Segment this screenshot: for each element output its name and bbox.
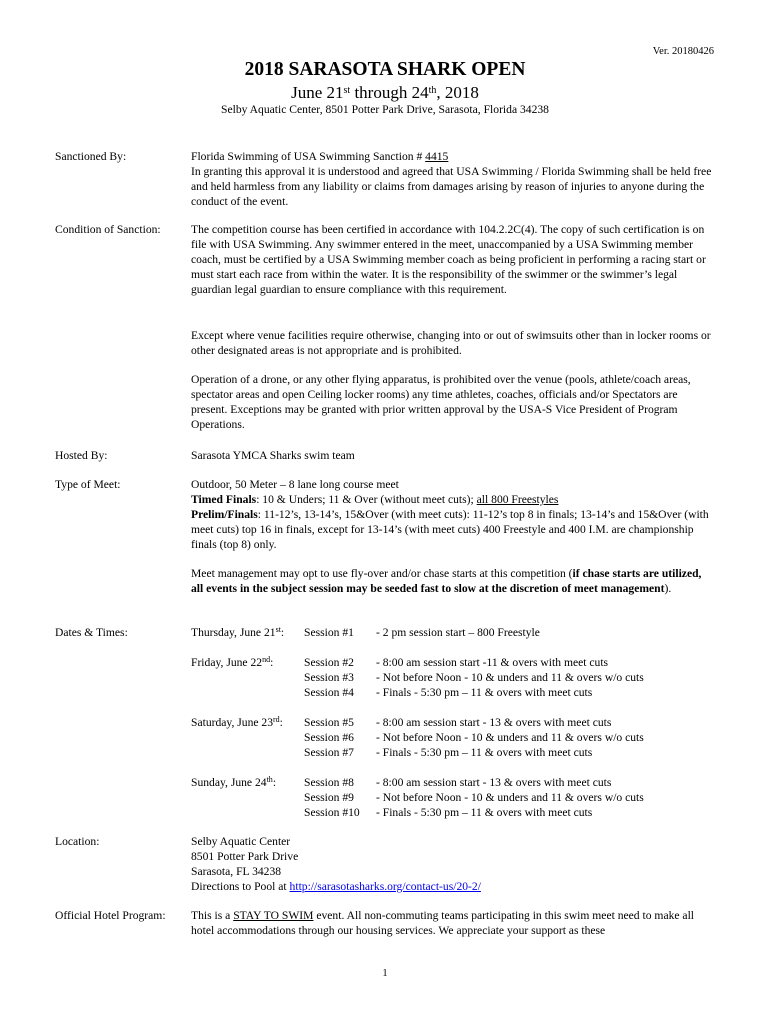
hosted-label: Hosted By: [55,449,108,462]
session-details: - 8:00 am session start -11 & overs with meet cuts - Not before Noon - 10 & unders and 11 & overs w/o cuts - Finals - 5:30 pm – 11 & overs with meet cuts [376,656,644,699]
hotel-label: Official Hotel Program: [55,909,166,922]
session-list: Session #8 Session #9 Session #10 [304,776,360,819]
location-text: Selby Aquatic Center 8501 Potter Park Drive Sarasota, FL 34238 Directions to Pool at http://sarasotasharks.org/contact-us/20-2/ [191,835,481,893]
day-saturday: Saturday, June 23rd: [191,715,283,729]
stay-to-swim-link: STAY TO SWIM [233,909,314,922]
sanction-number: 4415 [425,150,449,163]
day-thursday: Thursday, June 21st: [191,625,285,639]
day-sunday: Sunday, June 24th: [191,775,277,789]
all-800-freestyles-link: all 800 Freestyles [476,492,559,506]
condition-paragraph-2: Except where venue facilities require otherwise, changing into or out of swimsuits other than in locker rooms or other designated areas is not appropriate and is prohibited. [191,329,711,357]
directions-link[interactable]: http://sarasotasharks.org/contact-us/20-2/ [289,879,481,893]
session-details: - 2 pm session start – 800 Freestyle [376,626,540,639]
hosted-text: Sarasota YMCA Sharks swim team [191,449,355,462]
meet-dates: June 21st through 24th, 2018 [291,83,479,102]
session-list: Session #1 [304,626,354,639]
condition-paragraph-1: The competition course has been certified in accordance with 104.2.2C(4). The copy of such certification is on file with USA Swimming. Any swimmer entered in the meet, unaccompanied by a USA Swimming member coach, must be certified by a USA Swimming member coach as being proficient in performing a racing start or must start each race from within the water. It is the responsibility of the swimmer or the swimmer’s legal guardian legal guardian to ensure compliance with this requirement. [191,223,706,296]
hotel-text: This is a STAY TO SWIM event. All non-commuting teams participating in this swim meet need to make all hotel accommodations through our housing services. We appreciate your support as these [191,909,695,937]
condition-paragraph-3: Operation of a drone, or any other flying apparatus, is prohibited over the venue (pools, athlete/coach areas, spectator areas and open Ceiling locker rooms) any time athletes, coaches, officials and/or Spectators are present. Exceptions may be granted with prior written approval by the USA-S Vice President of Program Operations. [191,373,691,431]
venue-address: Selby Aquatic Center, 8501 Potter Park Drive, Sarasota, Florida 34238 [221,103,549,116]
dates-times-label: Dates & Times: [55,626,128,639]
session-details: - 8:00 am session start - 13 & overs with meet cuts - Not before Noon - 10 & unders and 11 & overs w/o cuts - Finals - 5:30 pm – 11 & overs with meet cuts [376,776,644,819]
type-of-meet-text: Outdoor, 50 Meter – 8 lane long course meet Timed Finals: 10 & Unders; 11 & Over (without meet cuts); all 800 Freestyles Prelim/Finals: 11-12’s, 13-14’s, 15&Over (with meet cuts): 11-12’s top 8 in finals; 13-14’s and 15&Over (with meet cuts) top 16 in finals, except for 13-14’s (with meet cuts) 400 Freestyle and 400 I.M. are championship finals (top 8) only. [191,478,709,551]
day-friday: Friday, June 22nd: [191,655,274,669]
page-number: 1 [382,968,388,979]
session-list: Session #2 Session #3 Session #4 [304,656,354,699]
session-list: Session #5 Session #6 Session #7 [304,716,354,759]
page-title: 2018 SARASOTA SHARK OPEN [244,59,526,80]
version-label: Ver. 20180426 [652,46,714,57]
type-of-meet-label: Type of Meet: [55,478,121,491]
condition-label: Condition of Sanction: [55,223,161,236]
flyover-text: Meet management may opt to use fly-over and/or chase starts at this competition (if chase starts are utilized, all events in the subject session may be seeded fast to slow at the discretion of meet management). [191,567,702,595]
session-details: - 8:00 am session start - 13 & overs with meet cuts - Not before Noon - 10 & unders and 11 & overs w/o cuts - Finals - 5:30 pm – 11 & overs with meet cuts [376,716,644,759]
location-label: Location: [55,835,100,848]
sanctioned-text: Florida Swimming of USA Swimming Sanction # 4415 In granting this approval it is understood and agreed that USA Swimming / Florida Swimming shall be held free and held harmless from any liability or claims from damages arising by reason of injuries to anyone during the conduct of the event. [191,150,712,208]
sanctioned-label: Sanctioned By: [55,150,127,163]
